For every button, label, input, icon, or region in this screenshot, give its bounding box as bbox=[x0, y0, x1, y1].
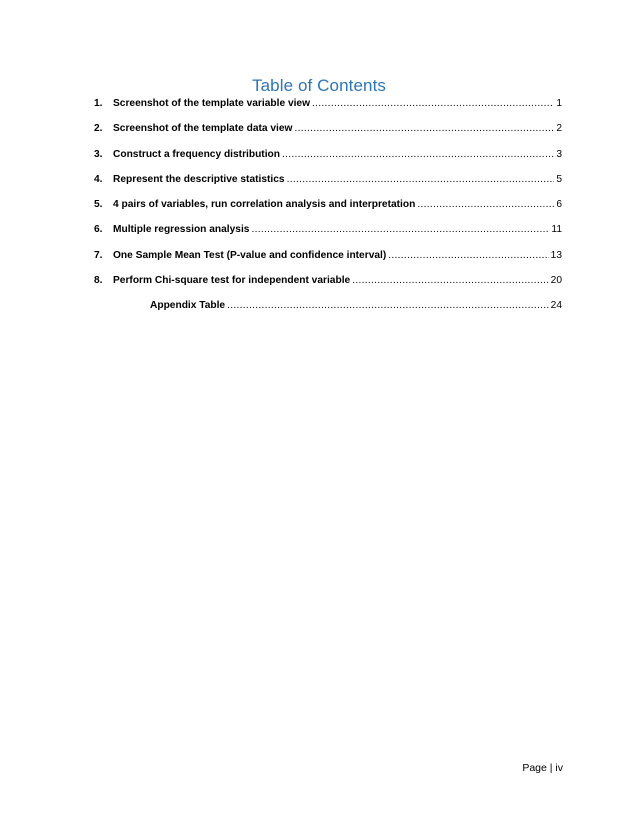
dot-leader bbox=[417, 199, 554, 210]
page-number-footer: Page | iv bbox=[522, 762, 563, 774]
toc-entry-title: Multiple regression analysis bbox=[113, 224, 250, 236]
toc-entry-title: Construct a frequency distribution bbox=[113, 148, 280, 160]
toc-entry-page: 11 bbox=[551, 224, 562, 236]
toc-entry-4[interactable] bbox=[94, 174, 562, 199]
dot-leader bbox=[287, 174, 555, 185]
toc-entry-3[interactable] bbox=[94, 149, 562, 174]
dot-leader bbox=[251, 224, 549, 235]
toc-entry-page: 1 bbox=[556, 98, 562, 109]
toc-entry-title: Appendix Table bbox=[150, 300, 226, 312]
toc-entry-number: 4. bbox=[94, 173, 103, 185]
toc-entry-page: 2 bbox=[556, 123, 562, 135]
toc-entry-number: 3. bbox=[94, 148, 103, 160]
toc-entry-number: 8. bbox=[94, 275, 103, 287]
toc-entry-6[interactable] bbox=[94, 224, 562, 249]
toc-entry-8[interactable] bbox=[94, 275, 562, 300]
toc-entry-title: Screenshot of the template variable view bbox=[113, 98, 311, 109]
toc-entry-number: 1. bbox=[94, 98, 103, 109]
dot-leader bbox=[294, 123, 554, 134]
toc-entry-page: 13 bbox=[550, 249, 562, 261]
dot-leader bbox=[282, 149, 554, 160]
toc-entry-page: 20 bbox=[550, 275, 562, 287]
toc-entry-title: One Sample Mean Test (P-value and confidence interval) bbox=[113, 249, 387, 261]
toc-entry-title: Screenshot of the template data view bbox=[113, 123, 293, 135]
toc-entry-number: 7. bbox=[94, 249, 103, 261]
toc-entry-1[interactable] bbox=[94, 98, 562, 123]
toc-entry-appendix[interactable] bbox=[94, 300, 562, 325]
toc-entry-page: 24 bbox=[550, 300, 562, 312]
toc-entry-7[interactable] bbox=[94, 250, 562, 275]
toc-entry-title: 4 pairs of variables, run correlation analysis and interpretation bbox=[113, 199, 416, 211]
toc-entry-number: 2. bbox=[94, 123, 103, 135]
toc-entry-number: 5. bbox=[94, 199, 103, 211]
toc-title: Table of Contents bbox=[251, 76, 386, 95]
toc-entry-2[interactable] bbox=[94, 123, 562, 148]
toc-entry-page: 5 bbox=[556, 173, 562, 185]
dot-leader bbox=[352, 275, 548, 286]
toc-entry-title: Perform Chi-square test for independent variable bbox=[113, 275, 351, 287]
toc-list bbox=[94, 98, 562, 326]
dot-leader bbox=[227, 300, 549, 311]
toc-entry-title: Represent the descriptive statistics bbox=[113, 173, 285, 185]
dot-leader bbox=[312, 98, 554, 109]
toc-entry-5[interactable] bbox=[94, 199, 562, 224]
dot-leader bbox=[388, 250, 548, 261]
toc-entry-page: 3 bbox=[556, 148, 562, 160]
toc-entry-page: 6 bbox=[556, 199, 562, 211]
toc-entry-number: 6. bbox=[94, 224, 103, 236]
